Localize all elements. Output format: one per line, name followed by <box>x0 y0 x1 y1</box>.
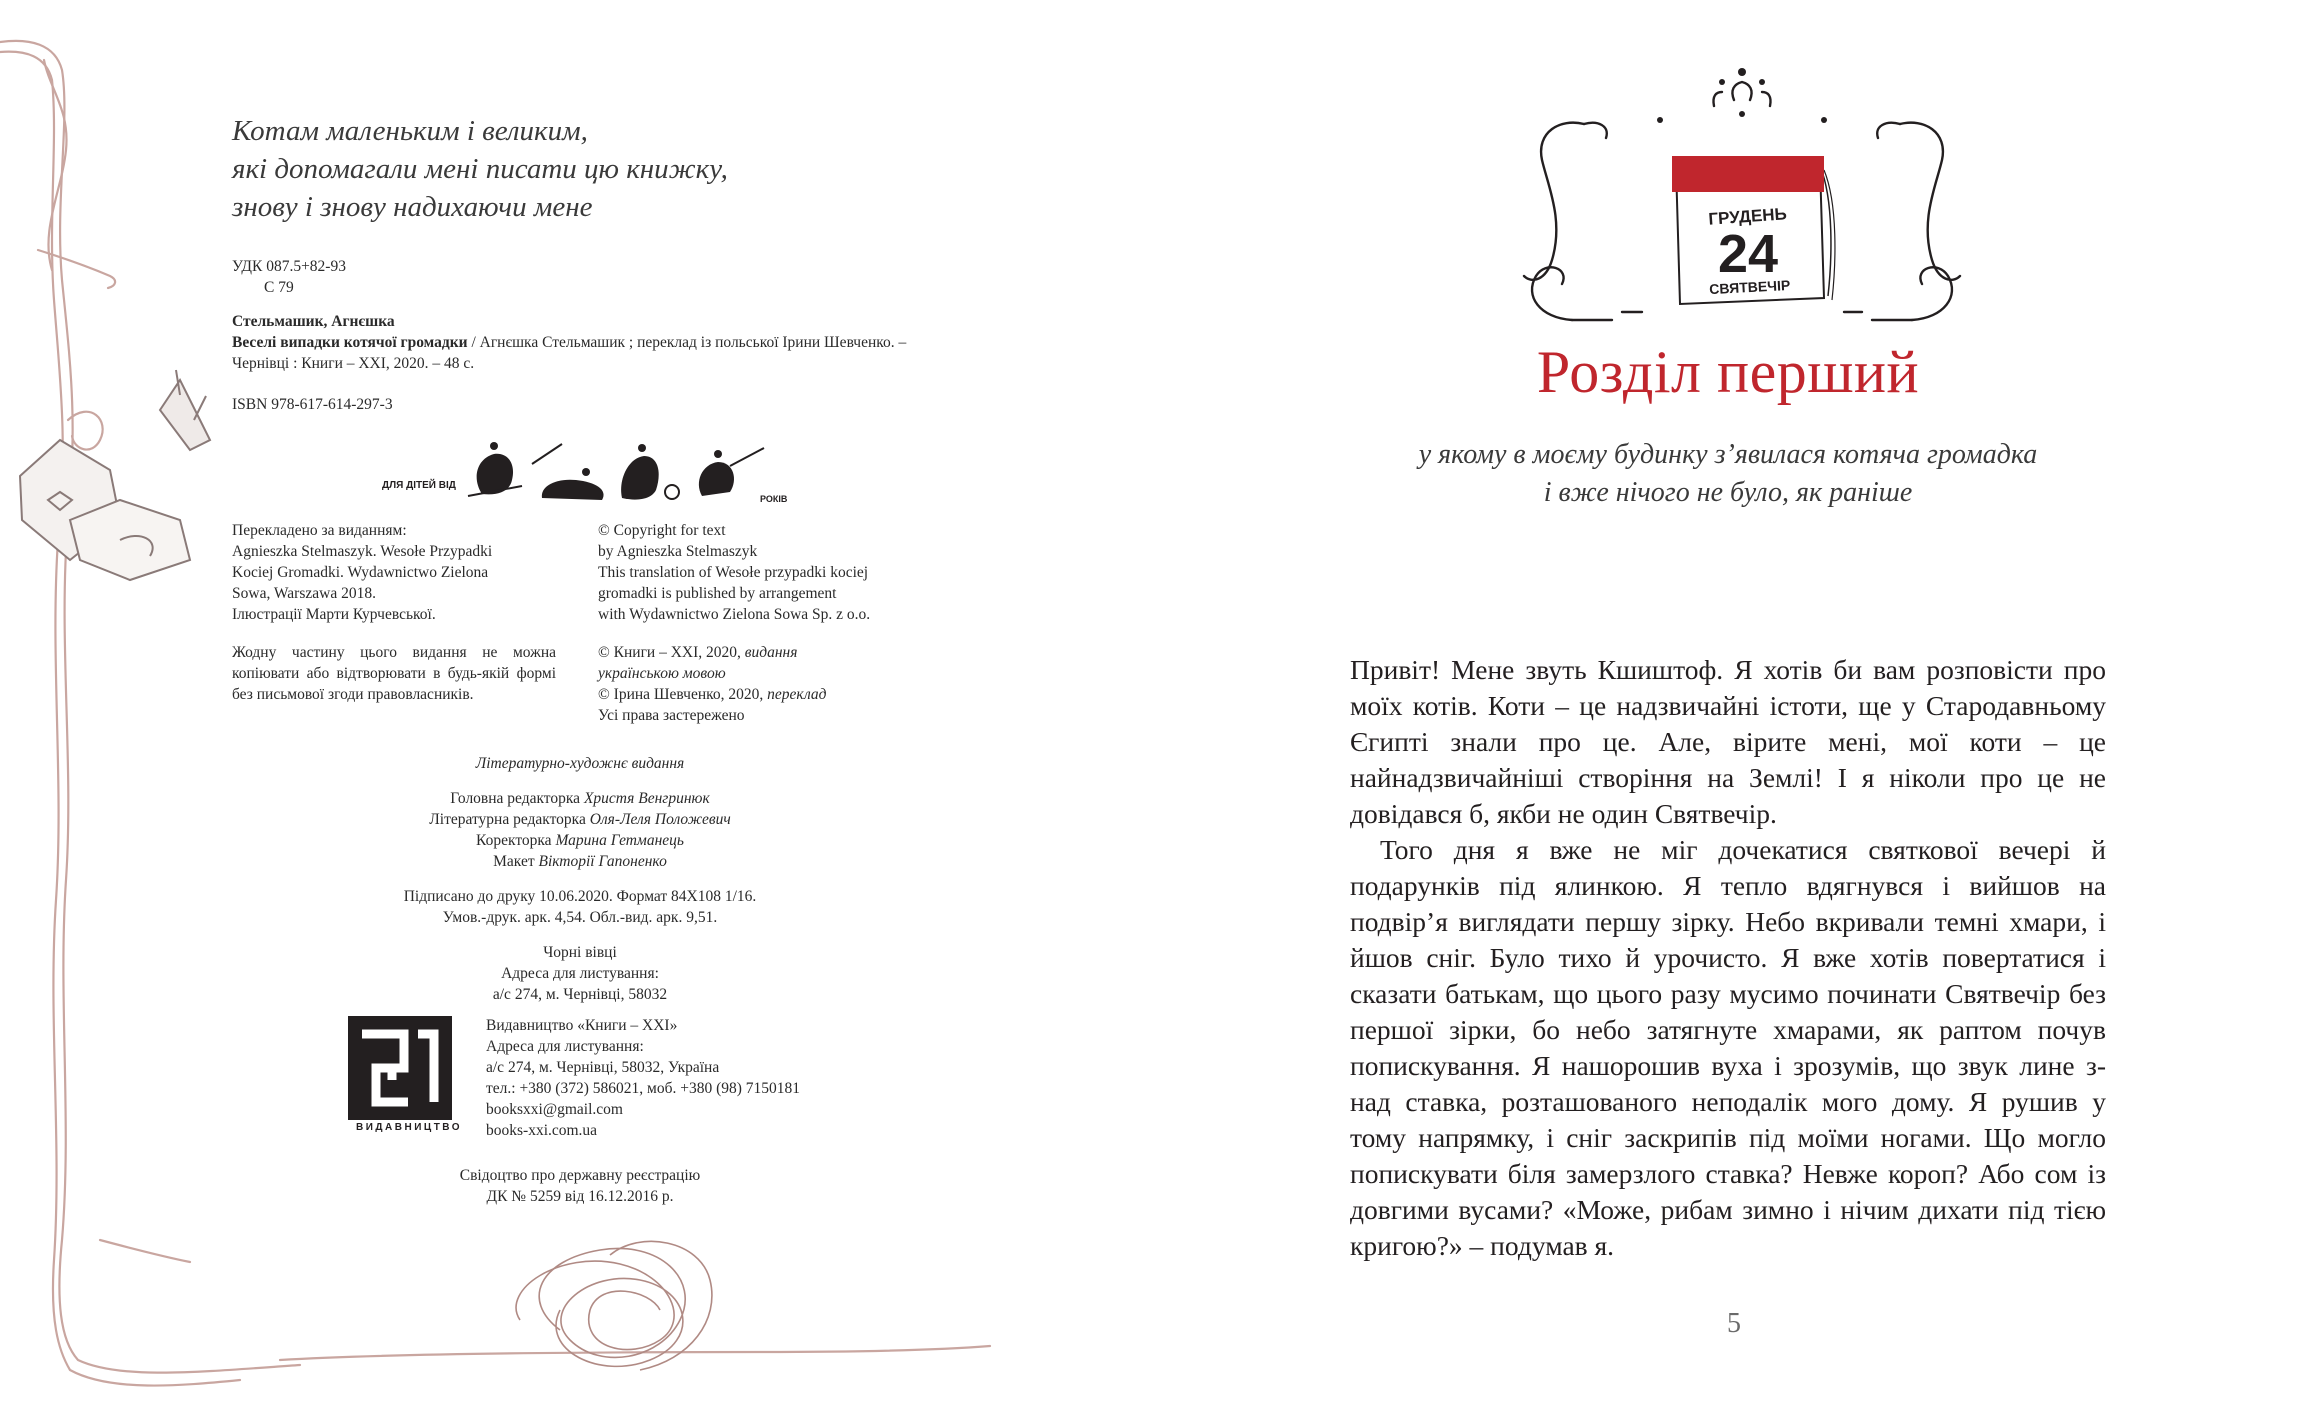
copyright-translator-note: переклад <box>767 686 827 703</box>
credit-role: Коректорка <box>476 832 556 849</box>
printer-line: Чорні вівці <box>543 944 617 961</box>
editorial-credits <box>232 788 928 872</box>
imprint-line: Перекладено за виданням: <box>232 522 407 539</box>
credit-role: Макет <box>493 853 539 870</box>
dedication <box>232 112 792 226</box>
print-info-line: Умов.-друк. арк. 4,54. Обл.-вид. арк. 9,51. <box>442 909 718 926</box>
cat-figure-icon <box>621 444 679 500</box>
dedication-line: знову і знову надихаючи мене <box>232 191 593 223</box>
copyright-text <box>598 520 918 625</box>
publisher-line: Видавництво «Книги – XXI» <box>486 1017 678 1034</box>
credit-line <box>232 788 928 809</box>
registration-line: Свідоцтво про державну реєстрацію <box>459 1167 701 1184</box>
imprint-line: Усі права застережено <box>598 707 745 724</box>
publisher-line: тел.: +380 (372) 586021, моб. +380 (98) 7150181 <box>486 1080 801 1097</box>
registration-info <box>232 1165 928 1207</box>
dedication-line: які допомагали мені писати цю книжку, <box>232 153 728 185</box>
print-info <box>232 886 928 928</box>
printer-info <box>232 942 928 1005</box>
chapter-subtitle-line: у якому в моєму будинку з’явилася котяча громадка <box>1418 439 2038 470</box>
edition-type: Літературно-художнє видання <box>475 755 685 772</box>
bibliographic-description <box>232 332 928 374</box>
bibliographic-record <box>232 311 928 374</box>
publisher-logo-caption: ВИДАВНИЦТВО <box>356 1122 463 1133</box>
imprint-line: gromadki is published by arrangement <box>598 585 837 602</box>
copyright-language-note: українською мовою <box>598 665 726 682</box>
imprint-line: by Agnieszka Stelmaszyk <box>598 543 758 560</box>
author-name: Стельмашик, Агнєшка <box>232 313 395 330</box>
rights-notice-text: Жодну частину цього видання не можна копіювати або відтворювати в будь-якій формі без письмової згоди правовласників. <box>232 644 556 703</box>
page-number: 5 <box>1727 1308 1741 1339</box>
imprint-line: Agnieszka Stelmaszyk. Wesołe Przypadki <box>232 543 493 560</box>
imprint-line: © Copyright for text <box>598 522 726 539</box>
credit-name: Марина Гетманець <box>555 832 684 849</box>
credit-line <box>232 830 928 851</box>
print-info-line: Підписано до друку 10.06.2020. Формат 84Х108 1/16. <box>403 888 757 905</box>
udc-block <box>232 256 346 298</box>
right-page-chapter <box>1152 0 2304 1418</box>
imprint-line: Sowa, Warszawa 2018. <box>232 585 376 602</box>
copyright-books-xxi-note: видання <box>744 644 798 661</box>
calendar-month: ГРУДЕНЬ <box>1707 204 1788 229</box>
calendar-label: СВЯТВЕЧІР <box>1708 276 1791 298</box>
chapter-title: Розділ перший <box>1536 339 1920 405</box>
dedication-line: Котам маленьким і великим, <box>232 115 588 147</box>
body-paragraph: Привіт! Мене звуть Кшиштоф. Я хотів би вам розповісти про моїх котів. Коти – це надзвичайні істоти, ще у Стародавньому Єгипті знали про це. Але, вірите мені, мої коти – це найнадзвичайніші створіння на Землі! І я ніколи про це не довідався б, якби не один Святвечір. <box>1350 654 2106 829</box>
credit-line <box>232 809 928 830</box>
cat-figure-icon <box>532 444 604 500</box>
imprint-line: Kociej Gromadki. Wydawnictwo Zielona <box>232 564 489 581</box>
age-label-left: ДЛЯ ДІТЕЙ ВІД <box>382 480 456 491</box>
registration-line: ДК № 5259 від 16.12.2016 р. <box>486 1188 674 1205</box>
credit-line <box>232 851 928 872</box>
publisher-email: booksxxi@gmail.com <box>486 1101 623 1118</box>
age-rating-strip <box>372 424 812 506</box>
imprint-line: Ілюстрації Марти Курчевської. <box>232 606 436 623</box>
translated-from <box>232 520 552 625</box>
cat-figure-icon <box>468 442 522 496</box>
credit-name: Христя Венгринюк <box>583 790 710 807</box>
body-paragraph: Того дня я вже не міг дочекатися святкової вечері й подарунків під ялинкою. Я тепло вдягнувся і вийшов на подвір’я виглядати першу зірку. Небо вкривали темні хмари, і йшов сніг. Було тихо й урочисто. Я вже хотів повертатися і сказати батькам, що цього разу мусимо починати Святвечір без першої зірки, бо небо затягнуте хмарами, як раптом почув попискування. Я нашорошив вуха і зрозумів, що звук лине з-над ставка, розташованого неподалік мого дому. Я рушив у тому напрямку, і сніг заскрипів під моїми ногами. Що могло попискувати біля замерзлого ставка? Невже короп? Або сом із довгими вусами? «Може, рибам зимно і нічим дихати під тією кригою?» – подумав я. <box>1350 834 2106 1261</box>
printer-line: Адреса для листування: <box>501 965 659 982</box>
chapter-subtitle-line: і вже нічого не було, як раніше <box>1543 477 1913 508</box>
publisher-website: books-xxi.com.ua <box>486 1122 598 1139</box>
publisher-info <box>486 1015 906 1141</box>
credit-role: Літературна редакторка <box>429 811 590 828</box>
cat-figure-icon <box>699 448 764 496</box>
credit-role: Головна редакторка <box>450 790 584 807</box>
publisher-line: Адреса для листування: <box>486 1038 644 1055</box>
class-code: С 79 <box>264 279 294 296</box>
imprint-line <box>598 684 918 705</box>
rights-notice <box>232 642 556 705</box>
publisher-21-logo <box>348 1016 452 1134</box>
udc-code: УДК 087.5+82-93 <box>232 258 346 275</box>
bibliographic-rest: / Агнєшка Стельмашик ; переклад із польської Ірини Шевченко. – Чернівці : Книги – XXI, 2020. – 48 с. <box>232 334 907 372</box>
chapter-subtitle <box>1152 436 2304 512</box>
imprint-line <box>598 642 918 663</box>
imprint-line: with Wydawnictwo Zielona Sowa Sp. z o.o. <box>598 606 871 623</box>
copyright-publisher <box>598 642 918 726</box>
credit-name: Вікторії Гапоненко <box>538 853 667 870</box>
credit-name: Оля-Леля Положевич <box>589 811 731 828</box>
imprint-line <box>598 663 918 684</box>
isbn: ISBN 978-617-614-297-3 <box>232 396 393 413</box>
book-title: Веселі випадки котячої громадки <box>232 334 468 351</box>
chapter-body <box>1350 652 2106 1264</box>
printer-line: а/с 274, м. Чернівці, 58032 <box>492 986 668 1003</box>
age-label-right: РОКІВ <box>760 494 788 504</box>
imprint-line: This translation of Wesołe przypadki kociej <box>598 564 869 581</box>
copyright-translator: © Ірина Шевченко, 2020, <box>598 686 768 703</box>
calendar-ornament-icon <box>1452 60 2032 330</box>
copyright-books-xxi: © Книги – XXI, 2020, <box>598 644 745 661</box>
calendar-day: 24 <box>1717 224 1779 284</box>
publisher-line: а/с 274, м. Чернівці, 58032, Україна <box>486 1059 720 1076</box>
